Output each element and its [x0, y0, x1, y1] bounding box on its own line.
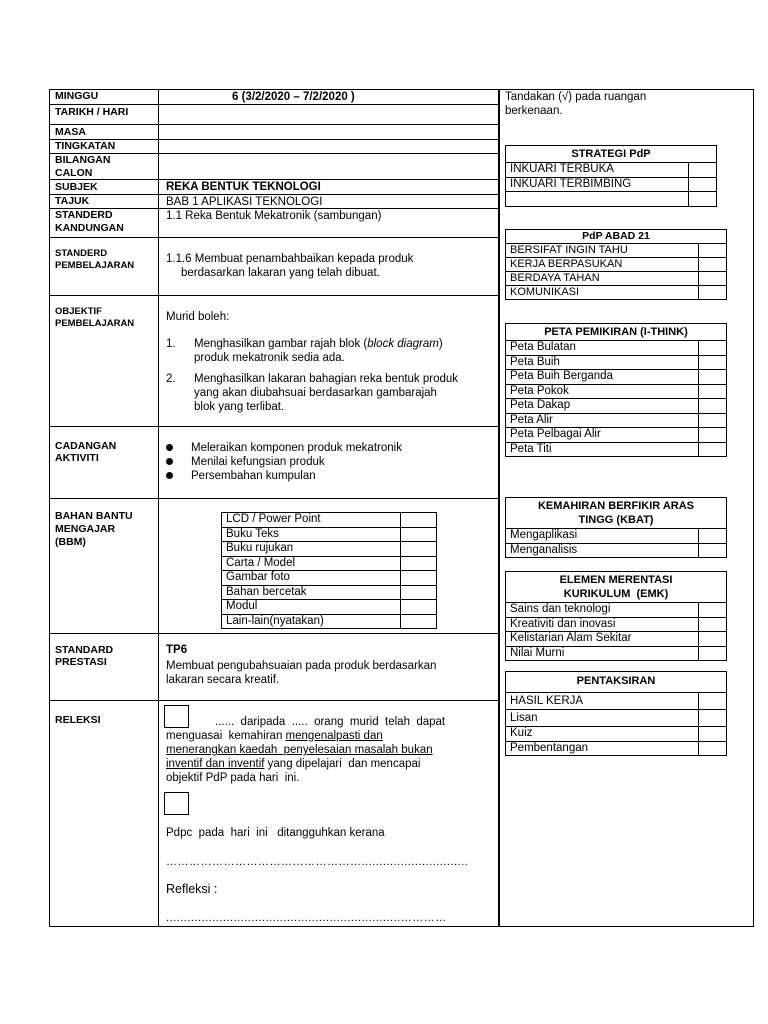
- bbm-table: [221, 512, 437, 629]
- checkbox-cell[interactable]: [699, 710, 727, 727]
- emk-item: Sains dan teknologi: [506, 603, 699, 618]
- table-row: [222, 585, 437, 600]
- checkbox-cell[interactable]: [699, 384, 727, 399]
- table-row: [222, 614, 437, 629]
- bbm-item: Gambar foto: [222, 571, 401, 586]
- table-row: [222, 542, 437, 557]
- table-row: [506, 163, 717, 178]
- kbat-item: Mengaplikasi: [506, 529, 699, 544]
- table-row: [222, 571, 437, 586]
- bbm-label-3: (BBM): [55, 536, 86, 548]
- emk-item: Kelistarian Alam Sekitar: [506, 632, 699, 647]
- releksi-line4: inventif dan inventif yang dipelajari dan mencapai: [166, 758, 421, 770]
- table-row: [506, 442, 727, 457]
- strategi-item: INKUARI TERBUKA: [506, 163, 689, 178]
- table-row: [506, 177, 717, 192]
- checkbox-cell[interactable]: [699, 355, 727, 370]
- checkbox-cell[interactable]: [401, 614, 437, 629]
- obj-label: OBJEKTIF: [55, 306, 102, 317]
- kbat-table: [505, 497, 727, 558]
- table-row: [506, 384, 727, 399]
- kbat-item: Menganalisis: [506, 543, 699, 558]
- bbm-label-2: MENGAJAR: [55, 523, 116, 535]
- pentaksiran-item: Lisan: [506, 710, 699, 727]
- activity-item: Menilai kefungsian produk: [191, 456, 325, 468]
- ithink-item: Peta Pokok: [506, 384, 699, 399]
- ithink-table: [505, 323, 727, 457]
- checkbox-cell[interactable]: [699, 529, 727, 544]
- obj2-line1: Menghasilkan lakaran bahagian reka bentuk produk: [194, 373, 459, 385]
- column-divider: [158, 89, 159, 927]
- ithink-title: PETA PEMIKIRAN (I-THINK): [506, 324, 727, 341]
- bullet-icon: [166, 458, 173, 465]
- table-row: [506, 632, 727, 647]
- ithink-item: Peta Pelbagai Alir: [506, 428, 699, 443]
- checkbox-cell[interactable]: [699, 646, 727, 661]
- table-row: [506, 727, 727, 742]
- table-row: [506, 192, 717, 207]
- releksi-label: RELEKSI: [55, 714, 101, 726]
- pentaksiran-title: PENTAKSIRAN: [506, 672, 727, 693]
- table-row: [506, 413, 727, 428]
- sk-label-2: KANDUNGAN: [55, 222, 124, 234]
- emk-item: Nilai Murni: [506, 646, 699, 661]
- tingkatan-label: TINGKATAN: [55, 140, 116, 152]
- table-row: [506, 286, 727, 300]
- table-row: [506, 617, 727, 632]
- strategi-item: INKUARI TERBIMBING: [506, 177, 689, 192]
- releksi-line3: menerangkan kaedah penyelesaian masalah bukan: [166, 744, 433, 756]
- cad-label-2: AKTIVITI: [55, 452, 99, 464]
- kbat-title: KEMAHIRAN BERFIKIR ARAS TINGG (KBAT): [506, 498, 727, 529]
- table-row: [506, 741, 727, 756]
- masa-label: MASA: [55, 126, 86, 138]
- checkbox-cell[interactable]: [699, 632, 727, 647]
- checkbox-cell[interactable]: [699, 258, 727, 272]
- checkbox-cell[interactable]: [699, 428, 727, 443]
- table-row: [506, 399, 727, 414]
- refleksi-line[interactable]: ..................................................................…………: [166, 912, 447, 924]
- table-row: [506, 693, 727, 710]
- checkbox-cell[interactable]: [699, 341, 727, 356]
- ithink-item: Peta Buih: [506, 355, 699, 370]
- sk-label: STANDERD: [55, 209, 113, 221]
- emk-title: ELEMEN MERENTASI KURIKULUM (EMK): [506, 572, 727, 603]
- table-row: [506, 355, 727, 370]
- minggu-label: MINGGU: [55, 90, 99, 102]
- bbm-item: Lain-lain(nyatakan): [222, 614, 401, 629]
- checkbox-cell[interactable]: [401, 513, 437, 528]
- prestasi-line1: Membuat pengubahsuaian pada produk berdasarkan: [166, 660, 437, 672]
- releksi-line5: objektif PdP pada hari ini.: [166, 772, 300, 784]
- bbm-item: LCD / Power Point: [222, 513, 401, 528]
- emk-item: Kreativiti dan inovasi: [506, 617, 699, 632]
- tarikh-label: TARIKH / HARI: [55, 106, 129, 118]
- table-row: [506, 272, 727, 286]
- pentaksiran-item: Kuiz: [506, 727, 699, 742]
- sp-label-2: PEMBELAJARAN: [55, 260, 135, 271]
- checkbox-cell[interactable]: [699, 617, 727, 632]
- checkbox-cell[interactable]: [689, 163, 717, 178]
- tajuk-label: TAJUK: [55, 195, 90, 207]
- obj2-line3: blok yang terlibat.: [194, 401, 285, 413]
- bbm-item: Carta / Model: [222, 556, 401, 571]
- table-row: [506, 529, 727, 544]
- abad21-item: BERSIFAT INGIN TAHU: [506, 244, 699, 258]
- checkbox-cell[interactable]: [699, 399, 727, 414]
- bullet-icon: [166, 472, 173, 479]
- obj1-line1: Menghasilkan gambar rajah blok (block diagram): [194, 338, 443, 350]
- checkbox-cell[interactable]: [699, 244, 727, 258]
- checkbox-cell[interactable]: [401, 556, 437, 571]
- releksi-line1: ...... daripada ..... orang murid telah dapat: [215, 716, 446, 728]
- table-row: [506, 543, 727, 558]
- table-row: [506, 603, 727, 618]
- table-row: [222, 600, 437, 615]
- checkbox-cell[interactable]: [401, 585, 437, 600]
- strategi-table: [505, 145, 717, 207]
- table-row: [506, 710, 727, 727]
- checkbox-cell[interactable]: [699, 741, 727, 756]
- obj1-num: 1.: [166, 338, 176, 350]
- subjek-value: REKA BENTUK TEKNOLOGI: [166, 181, 321, 193]
- table-row: [222, 556, 437, 571]
- sp-label: STANDERD: [55, 248, 108, 259]
- pdpc-text: Pdpc pada hari ini ditangguhkan kerana: [166, 827, 385, 839]
- bbm-item: Modul: [222, 600, 401, 615]
- bbm-label: BAHAN BANTU: [55, 510, 133, 522]
- emk-table: [505, 571, 727, 661]
- obj2-num: 2.: [166, 373, 176, 385]
- table-row: [506, 244, 727, 258]
- ithink-item: Peta Titi: [506, 442, 699, 457]
- instruction-line2: berkenaan.: [505, 105, 563, 117]
- checkbox-cell[interactable]: [699, 442, 727, 457]
- checkbox-cell[interactable]: [401, 600, 437, 615]
- ithink-item: Peta Buih Berganda: [506, 370, 699, 385]
- subjek-label: SUBJEK: [55, 181, 98, 193]
- releksi-checkbox[interactable]: [164, 705, 189, 728]
- checkbox-cell[interactable]: [401, 571, 437, 586]
- sk-value: 1.1 Reka Bentuk Mekatronik (sambungan): [166, 210, 382, 222]
- pentaksiran-item: Pembentangan: [506, 741, 699, 756]
- bbm-item: Buku rujukan: [222, 542, 401, 557]
- instruction-line1: Tandakan (√) pada ruangan: [505, 91, 647, 103]
- abad21-item: KERJA BERPASUKAN: [506, 258, 699, 272]
- checkbox-cell[interactable]: [699, 413, 727, 428]
- obj1-line2: produk mekatronik sedia ada.: [194, 352, 345, 364]
- ithink-item: Peta Alir: [506, 413, 699, 428]
- checkbox-cell[interactable]: [699, 543, 727, 558]
- strategi-title: STRATEGI PdP: [506, 146, 717, 163]
- abad21-title: PdP ABAD 21: [506, 230, 727, 244]
- minggu-value: 6 (3/2/2020 – 7/2/2020 ): [232, 91, 355, 103]
- postpone-checkbox[interactable]: [164, 792, 189, 815]
- obj-label-2: PEMBELAJARAN: [55, 318, 135, 329]
- ithink-item: Peta Dakap: [506, 399, 699, 414]
- bbm-item: Buku Teks: [222, 527, 401, 542]
- cad-label: CADANGAN: [55, 440, 117, 452]
- tajuk-value: BAB 1 APLIKASI TEKNOLOGI: [166, 196, 323, 208]
- table-row: [506, 370, 727, 385]
- checkbox-cell[interactable]: [401, 542, 437, 557]
- obj2-line2: yang akan diubahsuai berdasarkan gambarajah: [194, 387, 437, 399]
- activity-item: Meleraikan komponen produk mekatronik: [191, 442, 402, 454]
- checkbox-cell[interactable]: [699, 286, 727, 300]
- strategi-item: [506, 192, 689, 207]
- prestasi-tp: TP6: [166, 644, 188, 656]
- table-row: [506, 428, 727, 443]
- checkbox-cell[interactable]: [699, 727, 727, 742]
- activity-item: Persembahan kumpulan: [191, 470, 316, 482]
- pdpc-reason-line[interactable]: ……………………………………………..............................: [166, 856, 469, 868]
- obj-intro: Murid boleh:: [166, 311, 230, 323]
- table-row: [222, 513, 437, 528]
- bbm-item: Bahan bercetak: [222, 585, 401, 600]
- checkbox-cell[interactable]: [699, 272, 727, 286]
- sp-value-2: berdasarkan lakaran yang telah dibuat.: [181, 267, 380, 279]
- abad21-item: KOMUNIKASI: [506, 286, 699, 300]
- prestasi-line2: lakaran secara kreatif.: [166, 674, 280, 686]
- table-row: [506, 646, 727, 661]
- table-row: [506, 341, 727, 356]
- bullet-icon: [166, 444, 173, 451]
- bilangan-label: BILANGAN: [55, 154, 111, 166]
- checkbox-cell[interactable]: [699, 370, 727, 385]
- refleksi-text: Refleksi :: [166, 882, 218, 896]
- checkbox-cell[interactable]: [699, 693, 727, 710]
- checkbox-cell[interactable]: [401, 527, 437, 542]
- sp-value-1: 1.1.6 Membuat penambahbaikan kepada produk: [166, 253, 414, 265]
- abad21-item: BERDAYA TAHAN: [506, 272, 699, 286]
- table-row: [222, 527, 437, 542]
- checkbox-cell[interactable]: [699, 603, 727, 618]
- abad21-table: [505, 229, 727, 300]
- prestasi-label: STANDARD: [55, 644, 114, 656]
- checkbox-cell[interactable]: [689, 192, 717, 207]
- calon-label: CALON: [55, 167, 93, 179]
- ithink-item: Peta Bulatan: [506, 341, 699, 356]
- releksi-line2: menguasai kemahiran mengenalpasti dan: [166, 730, 383, 742]
- table-row: [506, 258, 727, 272]
- prestasi-label-2: PRESTASI: [55, 656, 107, 668]
- pentaksiran-item: HASIL KERJA: [506, 693, 699, 710]
- pentaksiran-table: [505, 671, 727, 756]
- checkbox-cell[interactable]: [689, 177, 717, 192]
